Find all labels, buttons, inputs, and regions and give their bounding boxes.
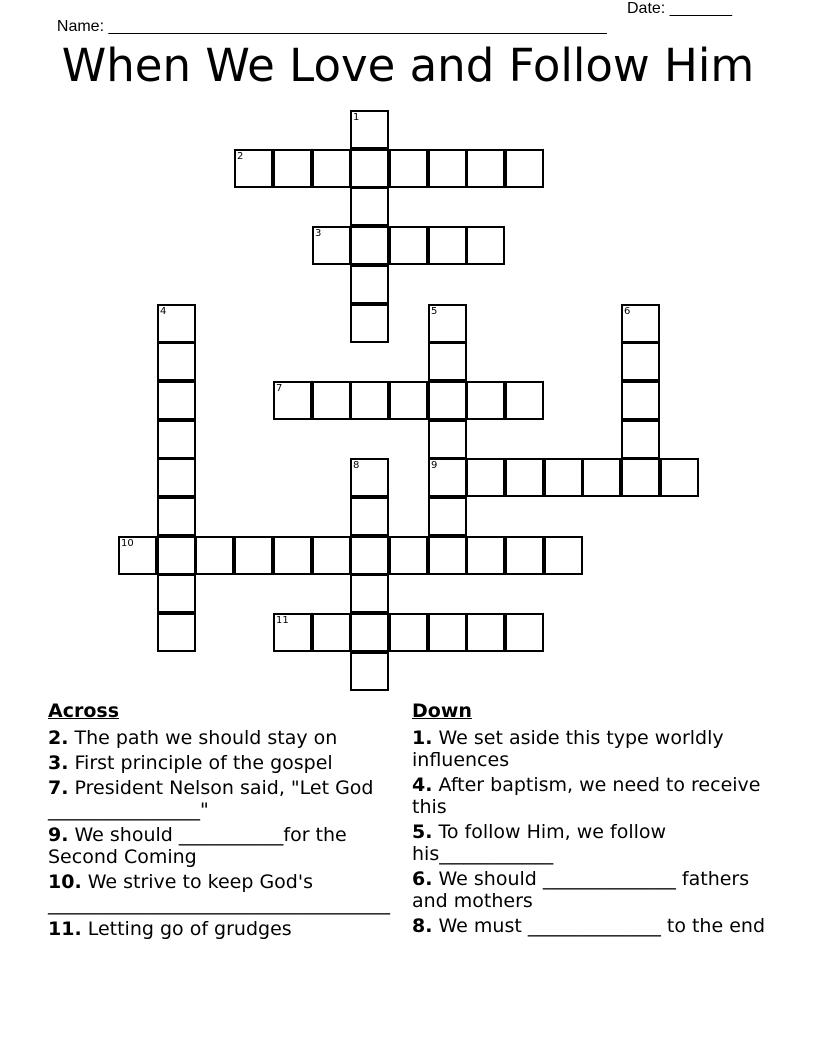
down-clue [412, 868, 772, 912]
crossword-cell[interactable] [350, 304, 389, 343]
crossword-cell[interactable] [389, 149, 428, 188]
crossword-cell[interactable] [621, 420, 660, 459]
clue-text: We must ______________ to the end [432, 915, 765, 937]
crossword-cell[interactable] [157, 574, 196, 613]
crossword-cell[interactable] [621, 458, 660, 497]
crossword-cell[interactable] [350, 226, 389, 265]
cell-number: 4 [160, 306, 167, 317]
clue-number: 1. [412, 727, 433, 749]
cell-number: 8 [353, 460, 360, 471]
down-clues [412, 700, 772, 940]
crossword-cell[interactable] [466, 536, 505, 575]
crossword-cell[interactable] [312, 226, 351, 265]
crossword-cell[interactable] [273, 381, 312, 420]
clue-text: After baptism, we need to receive this [412, 774, 767, 818]
cell-number: 2 [237, 151, 244, 162]
crossword-cell[interactable] [157, 342, 196, 381]
clue-number: 11. [48, 918, 82, 940]
across-clue [48, 918, 408, 940]
crossword-cell[interactable] [195, 536, 234, 575]
crossword-cell[interactable] [273, 149, 312, 188]
crossword-cell[interactable] [466, 613, 505, 652]
crossword-cell[interactable] [234, 536, 273, 575]
crossword-cell[interactable] [466, 381, 505, 420]
crossword-cell[interactable] [621, 304, 660, 343]
crossword-cell[interactable] [428, 497, 467, 536]
crossword-cell[interactable] [350, 458, 389, 497]
clue-text: We set aside this type worldly influences [412, 727, 730, 771]
crossword-cell[interactable] [157, 381, 196, 420]
crossword-cell[interactable] [505, 381, 544, 420]
across-heading: Across [48, 700, 120, 722]
crossword-cell[interactable] [157, 304, 196, 343]
clue-text: Letting go of grudges [81, 918, 292, 940]
crossword-cell[interactable] [350, 574, 389, 613]
down-clue [412, 727, 772, 771]
cell-number: 5 [431, 306, 438, 317]
down-clue [412, 821, 772, 865]
crossword-cell[interactable] [234, 149, 273, 188]
clue-text: First principle of the gospel [68, 752, 333, 774]
across-clue [48, 752, 408, 774]
header-line [48, 0, 748, 35]
crossword-cell[interactable] [157, 497, 196, 536]
crossword-cell[interactable] [544, 536, 583, 575]
crossword-cell[interactable] [312, 381, 351, 420]
page-title: When We Love and Follow Him [61, 39, 755, 92]
crossword-cell[interactable] [312, 149, 351, 188]
across-clue [48, 871, 408, 915]
crossword-cell[interactable] [428, 420, 467, 459]
crossword-cell[interactable] [428, 342, 467, 381]
down-clue [412, 915, 772, 937]
crossword-cell[interactable] [157, 420, 196, 459]
crossword-cell[interactable] [621, 381, 660, 420]
clue-number: 2. [48, 727, 69, 749]
down-clue-list [412, 727, 772, 937]
crossword-cell[interactable] [428, 613, 467, 652]
crossword-cell[interactable] [466, 458, 505, 497]
crossword-cell[interactable] [544, 458, 583, 497]
crossword-cell[interactable] [350, 149, 389, 188]
crossword-cell[interactable] [505, 536, 544, 575]
crossword-cell[interactable] [582, 458, 621, 497]
name-field-label[interactable]: Name: ________________________________________________________ [56, 18, 607, 35]
crossword-cell[interactable] [466, 149, 505, 188]
across-clues [48, 700, 408, 943]
cell-number: 6 [624, 306, 631, 317]
clue-number: 9. [48, 824, 69, 846]
cell-number: 3 [315, 228, 322, 239]
crossword-cell[interactable] [312, 613, 351, 652]
clue-number: 3. [48, 752, 69, 774]
clue-number: 7. [48, 777, 69, 799]
clue-number: 6. [412, 868, 433, 890]
crossword-cell[interactable] [428, 304, 467, 343]
clue-text: To follow Him, we follow his____________ [412, 821, 673, 865]
crossword-cell[interactable] [428, 226, 467, 265]
crossword-cell[interactable] [350, 187, 389, 226]
clue-number: 8. [412, 915, 433, 937]
crossword-cell[interactable] [428, 149, 467, 188]
cell-number: 9 [431, 460, 438, 471]
crossword-cell[interactable] [350, 381, 389, 420]
across-clue [48, 727, 408, 749]
crossword-cell[interactable] [118, 536, 157, 575]
clue-number: 4. [412, 774, 433, 796]
crossword-cell[interactable] [350, 110, 389, 149]
across-clue [48, 777, 408, 821]
crossword-cell[interactable] [389, 226, 428, 265]
clue-number: 5. [412, 821, 433, 843]
crossword-cell[interactable] [312, 536, 351, 575]
crossword-cell[interactable] [350, 613, 389, 652]
crossword-cell[interactable] [505, 149, 544, 188]
crossword-cell[interactable] [157, 613, 196, 652]
crossword-cell[interactable] [466, 226, 505, 265]
crossword-cell[interactable] [389, 381, 428, 420]
crossword-cell[interactable] [428, 458, 467, 497]
clue-text: President Nelson said, "Let God ________________" [48, 777, 380, 821]
cell-number: 1 [353, 112, 360, 123]
crossword-cell[interactable] [505, 458, 544, 497]
cell-number: 11 [276, 615, 289, 626]
crossword-cell[interactable] [428, 381, 467, 420]
across-clue-list [48, 727, 408, 940]
crossword-cell[interactable] [157, 536, 196, 575]
crossword-cell[interactable] [389, 536, 428, 575]
cell-number: 10 [121, 538, 134, 549]
cell-number: 7 [276, 383, 283, 394]
crossword-cell[interactable] [350, 265, 389, 304]
crossword-cell[interactable] [428, 536, 467, 575]
crossword-cell[interactable] [350, 652, 389, 691]
down-clue [412, 774, 772, 818]
crossword-cell[interactable] [350, 497, 389, 536]
crossword-cell[interactable] [505, 613, 544, 652]
crossword-cell[interactable] [350, 536, 389, 575]
down-heading: Down [412, 700, 472, 722]
crossword-cell[interactable] [621, 342, 660, 381]
clue-text: The path we should stay on [68, 727, 338, 749]
crossword-cell[interactable] [660, 458, 699, 497]
clue-number: 10. [48, 871, 82, 893]
crossword-cell[interactable] [273, 613, 312, 652]
clue-text: We should ___________for the Second Coming [48, 824, 353, 868]
clue-text: We should ______________ fathers and mothers [412, 868, 756, 912]
crossword-cell[interactable] [389, 613, 428, 652]
crossword-cell[interactable] [273, 536, 312, 575]
date-field-label[interactable]: Date: _______ [627, 0, 732, 17]
crossword-cell[interactable] [157, 458, 196, 497]
across-clue [48, 824, 408, 868]
clue-text: We strive to keep God's ____________________________________ [48, 871, 390, 915]
